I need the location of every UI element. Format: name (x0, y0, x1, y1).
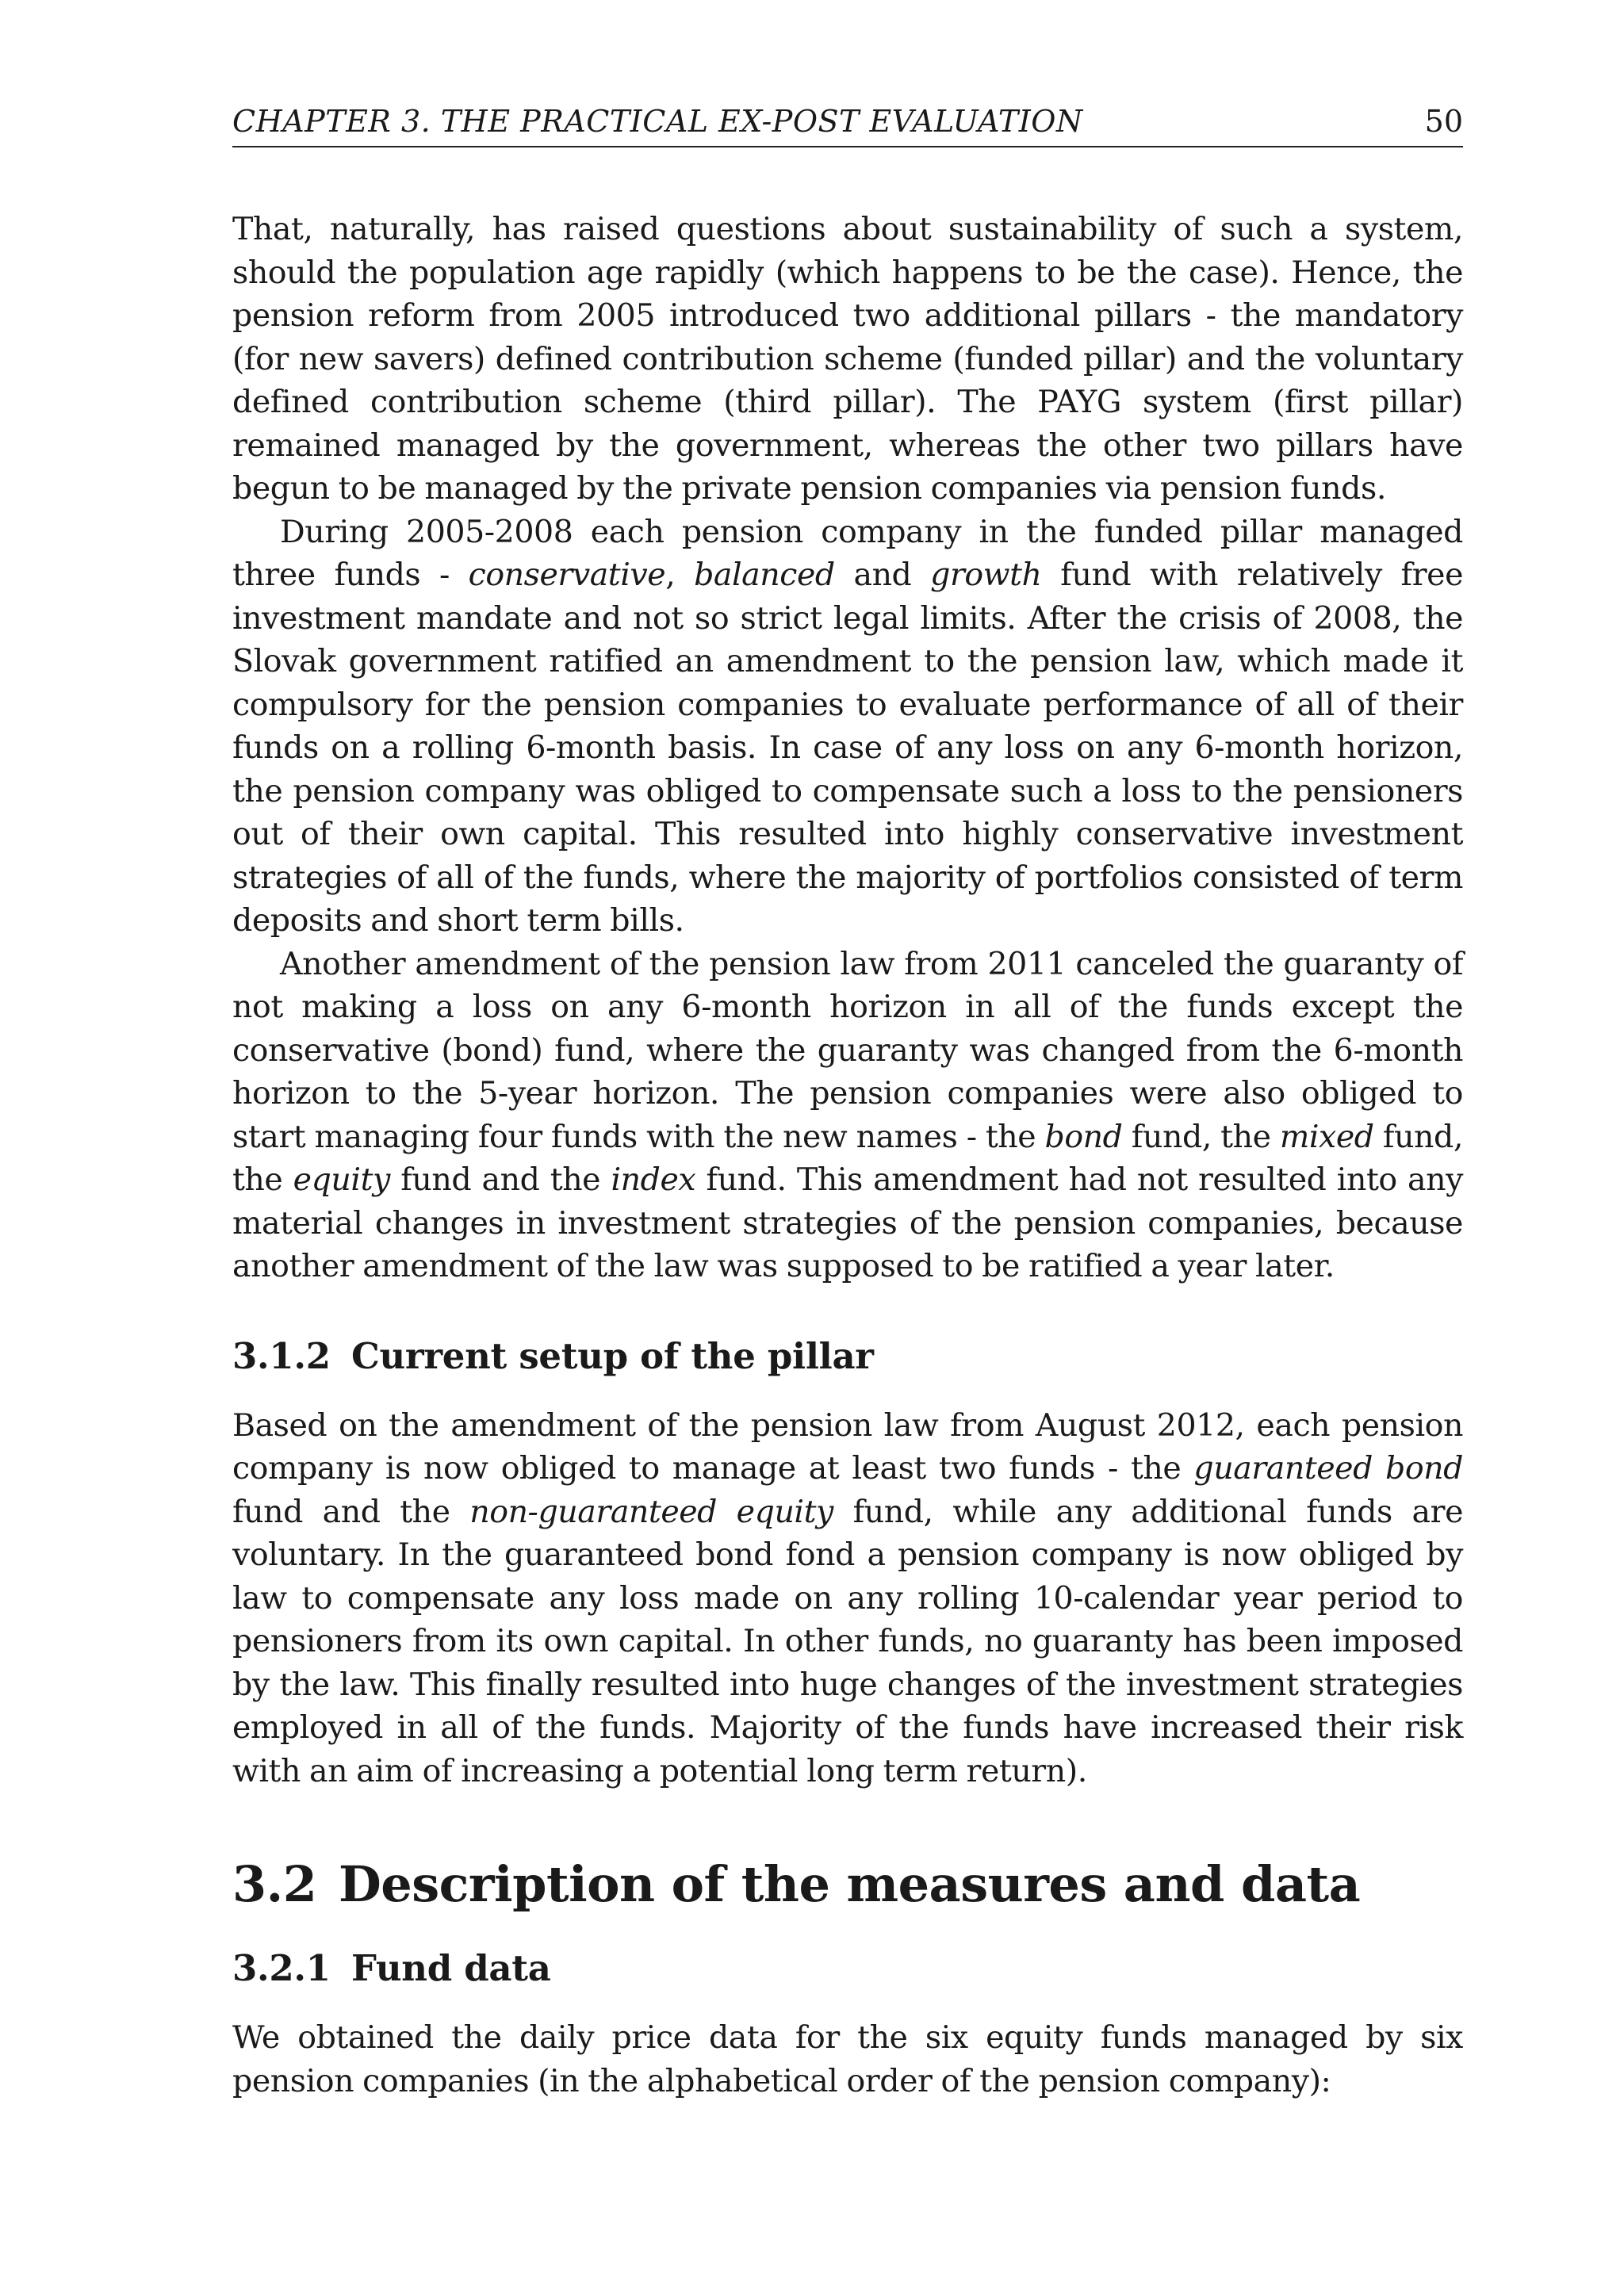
running-header (232, 101, 1463, 147)
section-number: 3.1.2 (232, 1334, 331, 1377)
term-balanced: balanced (694, 557, 835, 593)
body-text (232, 208, 1463, 2103)
paragraph-5: We obtained the daily price data for the six equity funds managed by six pension companies (in the alphabetical order of the pension company): (232, 2019, 1463, 2099)
section-heading-3-2 (232, 1853, 1463, 1916)
term-bond: bond (1044, 1118, 1123, 1155)
paragraph-1: That, naturally, has raised questions about sustainability of such a system, should the population age rapidly (which happens to be the case). Hence, the pension reform from 2005 introduced two additional pillars - the mandatory (for new savers) defined contribution scheme (funded pillar) and the voluntary defined contribution scheme (third pillar). The PAYG system (first pillar) remained managed by the government, whereas the other two pillars have begun to be managed by the private pension companies via pension funds. (232, 211, 1463, 507)
term-growth: growth (930, 557, 1042, 593)
paragraph-3: Another amendment of the pension law from 2011 canceled the guaranty of not making a loss on any 6-month horizon in all of the funds except the conservative (bond) fund, where the guaranty was changed from the 6-month horizon to the 5-year horizon. The pension companies were also obliged to start managing four funds with the new names - the bond fund, the mixed fund, the equity fund and the index fund. This amendment had not resulted into any material changes in investment strategies of the pension companies, because another amendment of the law was supposed to be ratified a year later. (232, 945, 1464, 1284)
term-mixed: mixed (1279, 1118, 1374, 1155)
paragraph-2: During 2005-2008 each pension company in the funded pillar managed three funds - conservative, balanced and growth fund with relatively free investment mandate and not so strict legal limits. After the crisis of 2008, the Slovak government ratified an amendment to the pension law, which made it compulsory for the pension companies to evaluate performance of all of their funds on a rolling 6-month basis. In case of any loss on any 6-month horizon, the pension company was obliged to compensate such a loss to the pensioners out of their own capital. This resulted into highly conservative investment strategies of all of the funds, where the majority of portfolios consisted of term deposits and short term bills. (232, 513, 1464, 939)
term-equity: equity (293, 1161, 390, 1198)
chapter-title: CHAPTER 3. THE PRACTICAL EX-POST EVALUATION (232, 104, 1083, 139)
paragraph-4: Based on the amendment of the pension law from August 2012, each pension company is now obliged to manage at least two funds - the guaranteed bond fund and the non-guaranteed equity fund, while any additional funds are voluntary. In the guaranteed bond fond a pension company is now obliged by law to compensate any loss made on any rolling 10-calendar year period to pensioners from its own capital. In other funds, no guaranty has been imposed by the law. This finally resulted into huge changes of the investment strategies employed in all of the funds. Majority of the funds have increased their risk with an aim of increasing a potential long term return). (232, 1406, 1464, 1789)
section-heading-3-2-1 (232, 1945, 1463, 1992)
section-title: Fund data (351, 1947, 551, 1989)
section-number: 3.2 (232, 1855, 317, 1913)
section-title: Current setup of the pillar (351, 1334, 874, 1377)
term-conservative: conservative (468, 557, 666, 593)
section-title: Description of the measures and data (339, 1855, 1361, 1913)
term-non-guaranteed-equity: non-guaranteed equity (469, 1493, 833, 1530)
term-guaranteed-bond: guaranteed bond (1193, 1450, 1463, 1487)
section-number: 3.2.1 (232, 1947, 331, 1989)
term-index: index (611, 1161, 696, 1198)
page-number: 50 (1424, 104, 1463, 139)
section-heading-3-1-2 (232, 1333, 1463, 1380)
